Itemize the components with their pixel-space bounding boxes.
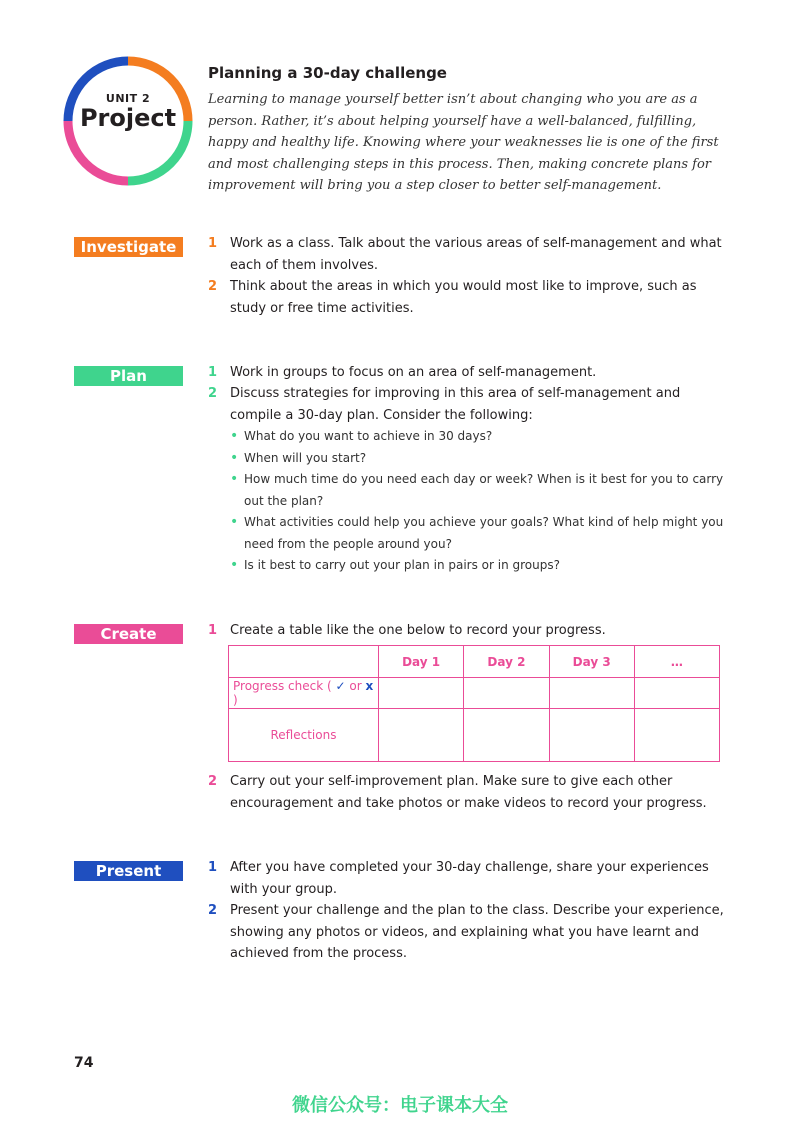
list-item xyxy=(208,857,728,900)
item-number: 1 xyxy=(208,623,218,638)
intro-paragraph: Learning to manage yourself better isn’t about changing who you are as a person. Rather, it’s about helping yourself have a well-balanced, fulfilling, happy and healthy life. Knowing where your weaknesses lie is one of the first and most challenging steps in this process. Then, making concrete plans for improvement will bring you a step closer to better self-management. xyxy=(208,92,719,194)
page-number: 74 xyxy=(74,1055,94,1071)
table-cell xyxy=(464,678,549,709)
table-header-cell: Day 2 xyxy=(464,646,549,678)
table-cell xyxy=(464,709,549,762)
item-text: Think about the areas in which you would most like to improve, such as study or free time activities. xyxy=(230,279,697,316)
table-cell xyxy=(378,678,463,709)
footer-watermark: 微信公众号：电子课本大全 xyxy=(292,1095,508,1116)
table-header-row xyxy=(229,646,720,678)
project-label: Project xyxy=(79,104,177,132)
bullet-icon: • xyxy=(230,428,239,444)
table-header-cell: … xyxy=(634,646,719,678)
list-item xyxy=(208,620,728,642)
table-header-cell xyxy=(229,646,379,678)
item-text: Discuss strategies for improving in this area of self-management and compile a 30-day plan. Consider the following: xyxy=(230,386,681,423)
reflections-label: Reflections xyxy=(229,709,379,762)
item-text: Present your challenge and the plan to the class. Describe your experience, showing any photos or videos, and explaining what you have learnt and achieved from the process. xyxy=(230,903,724,961)
list-item xyxy=(208,900,728,965)
list-item xyxy=(208,362,728,384)
list-item xyxy=(208,276,728,319)
item-number: 1 xyxy=(208,365,218,380)
tag-present: Present xyxy=(74,861,183,881)
progress-table xyxy=(228,645,720,762)
bullet-item: • What do you want to achieve in 30 days? xyxy=(230,426,730,448)
unit-label: UNIT 2 xyxy=(105,92,151,105)
bullet-icon: • xyxy=(230,514,239,530)
item-text: Work in groups to focus on an area of self-management. xyxy=(230,365,597,380)
bullet-item: • What activities could help you achieve your goals? What kind of help might you need from the people around you? xyxy=(230,514,724,551)
progress-check-label: Progress check ( ✓ or x ) xyxy=(229,678,379,709)
bullet-item: • When will you start? xyxy=(230,448,730,470)
tag-plan: Plan xyxy=(74,366,183,386)
x-icon: x xyxy=(365,679,374,693)
item-number: 2 xyxy=(208,774,218,789)
bullet-item: • Is it best to carry out your plan in pairs or in groups? xyxy=(230,555,730,577)
table-cell xyxy=(378,709,463,762)
list-item xyxy=(208,383,728,426)
item-text: Create a table like the one below to record your progress. xyxy=(230,623,606,638)
item-number: 2 xyxy=(208,279,218,294)
table-row xyxy=(229,709,720,762)
table-row xyxy=(229,678,720,709)
table-cell xyxy=(634,678,719,709)
table-cell xyxy=(634,709,719,762)
table-cell xyxy=(549,709,634,762)
plan-bullet-list xyxy=(230,426,730,577)
table-header-cell: Day 1 xyxy=(378,646,463,678)
item-text: Work as a class. Talk about the various areas of self-management and what each of them involves. xyxy=(230,236,722,273)
bullet-icon: • xyxy=(230,471,239,487)
item-number: 1 xyxy=(208,860,218,875)
table-cell xyxy=(549,678,634,709)
table-header-cell: Day 3 xyxy=(549,646,634,678)
list-item xyxy=(208,233,728,276)
bullet-icon: • xyxy=(230,449,239,466)
page-title: Planning a 30-day challenge xyxy=(208,64,447,82)
bullet-icon: • xyxy=(230,557,239,573)
item-text: After you have completed your 30-day challenge, share your experiences with your group. xyxy=(230,860,709,897)
tag-investigate: Investigate xyxy=(74,237,183,257)
tag-create: Create xyxy=(74,624,183,644)
list-item xyxy=(208,771,728,814)
item-text: Carry out your self-improvement plan. Make sure to give each other encouragement and take photos or make videos to record your progress. xyxy=(230,774,707,811)
item-number: 2 xyxy=(208,386,218,401)
check-icon: ✓ xyxy=(335,679,346,693)
item-number: 2 xyxy=(208,903,218,918)
bullet-item: • How much time do you need each day or week? When is it best for you to carry out the plan? xyxy=(230,471,724,508)
item-number: 1 xyxy=(208,236,218,251)
